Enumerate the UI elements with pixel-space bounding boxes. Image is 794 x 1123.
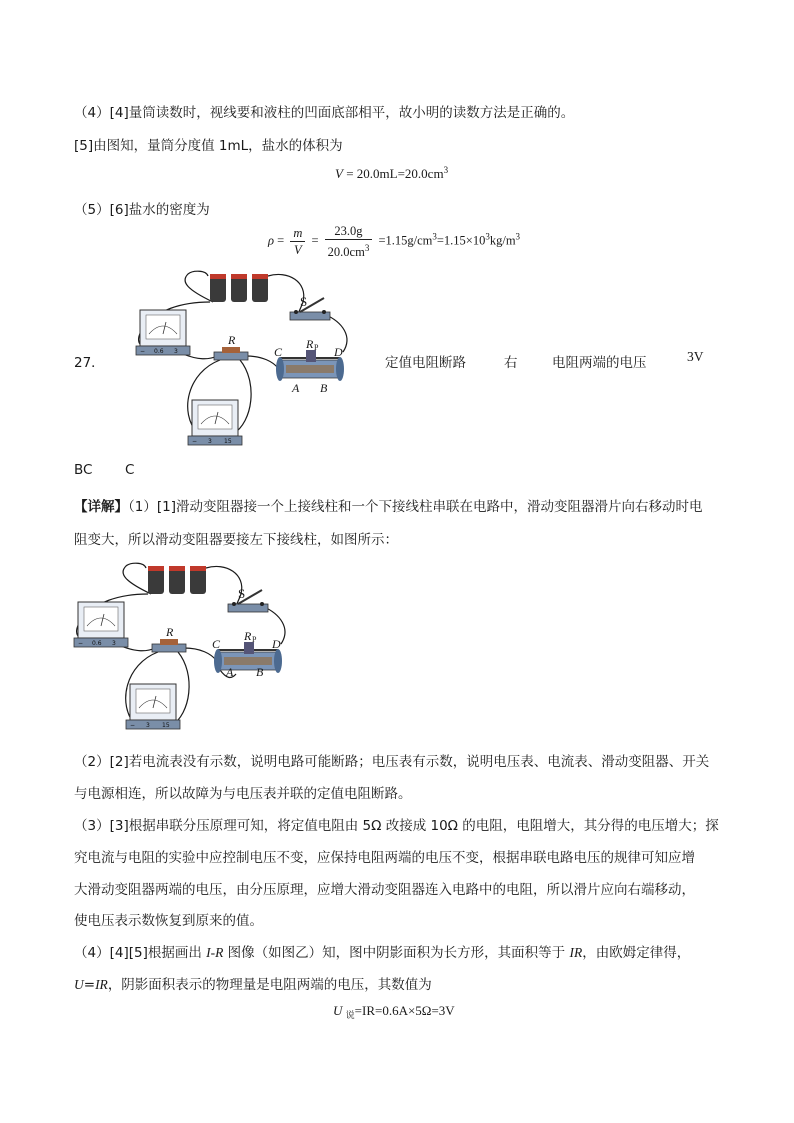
switch bbox=[290, 298, 330, 320]
ammeter-scale-3: 3 bbox=[174, 348, 178, 355]
p4-l2d: ，阴影面积表示的物理量是电阻两端的电压，其数值为 bbox=[107, 977, 432, 993]
rho-rest3: kg/m bbox=[489, 233, 516, 248]
final-u: U bbox=[333, 1003, 343, 1018]
wire bbox=[123, 563, 151, 594]
step5-line: [5]由图知，量筒分度值 1mL，盐水的体积为 bbox=[74, 138, 343, 154]
label-a: A bbox=[292, 381, 300, 395]
rheostat-label: R bbox=[244, 629, 252, 643]
step4-line: （4）[4]量筒读数时，视线要和液柱的凹面底部相平，故小明的读数方法是正确的。 bbox=[74, 105, 575, 121]
resistor-label: R bbox=[228, 333, 236, 347]
detail-p3-l4: 使电压表示数恢复到原来的值。 bbox=[74, 913, 263, 929]
rheostat-label-sub: P bbox=[314, 343, 319, 352]
label-c: C bbox=[212, 637, 221, 651]
formula-v-sup: 3 bbox=[443, 165, 449, 175]
voltmeter-scale-neg: − bbox=[130, 722, 136, 729]
p4-l2b: = bbox=[83, 977, 96, 993]
rho-symbol: ρ bbox=[268, 233, 274, 248]
q27-answer-4: 3V bbox=[687, 349, 704, 364]
label-d: D bbox=[334, 345, 343, 359]
ammeter-scale-3: 3 bbox=[112, 640, 116, 647]
q27-number: 27． bbox=[74, 355, 105, 371]
detail-p2-l1: （2）[2]若电流表没有示数，说明电路可能断路；电压表有示数，说明电压表、电流表、滑动变阻器、开关 bbox=[74, 754, 710, 770]
p4-l2c: IR bbox=[95, 977, 108, 992]
voltmeter-scale-15: 15 bbox=[162, 722, 170, 729]
circuit-diagram-2 bbox=[66, 554, 296, 744]
step6-line: （5）[6]盐水的密度为 bbox=[74, 202, 210, 218]
ammeter-scale-06: 0.6 bbox=[154, 348, 164, 355]
battery-pack bbox=[148, 566, 206, 594]
final-rest: =IR=0.6A×5Ω=3V bbox=[354, 1003, 455, 1018]
wire bbox=[185, 271, 213, 302]
ammeter-scale-06: 0.6 bbox=[92, 640, 102, 647]
p4-l1d: IR bbox=[569, 945, 583, 960]
detail-p1-l1: （1）[1]滑动变阻器接一个上接线柱和一个下接线柱串联在电路中，滑动变阻器滑片向右移动时电 bbox=[128, 499, 703, 515]
frac1-num: m bbox=[290, 226, 305, 242]
rho-eq1: = bbox=[277, 233, 285, 248]
rho-eq2: = bbox=[311, 233, 319, 248]
voltmeter-scale-15: 15 bbox=[224, 438, 232, 445]
q27-answer-1: 定值电阻断路 bbox=[385, 355, 466, 371]
p4-l1a: （4）[4][5]根据画出 bbox=[74, 945, 207, 961]
rho-rest2-sup: 3 bbox=[485, 231, 490, 242]
p4-l1c: 图像（如图乙）知，图中阴影面积为长方形，其面积等于 bbox=[223, 945, 570, 961]
label-b: B bbox=[320, 381, 328, 395]
voltmeter-scale-3: 3 bbox=[146, 722, 150, 729]
detail-p1-l2: 阻变大，所以滑动变阻器要接左下接线柱，如图所示： bbox=[74, 532, 398, 548]
final-formula bbox=[333, 1003, 455, 1021]
ammeter-scale-neg: − bbox=[140, 348, 146, 355]
detail-paragraph-1-line-1 bbox=[74, 495, 702, 515]
rho-rest1-sup: 3 bbox=[432, 231, 437, 242]
fixed-resistor bbox=[214, 347, 248, 360]
fraction-values bbox=[325, 224, 373, 259]
rheostat-label-sub: P bbox=[252, 635, 257, 644]
ammeter-scale-neg: − bbox=[78, 640, 84, 647]
formula-v-rhs: = 20.0mL=20.0cm bbox=[342, 166, 444, 181]
label-a: A bbox=[226, 665, 234, 679]
fixed-resistor bbox=[152, 639, 186, 652]
p4-l1b: I-R bbox=[206, 945, 224, 960]
detail-p4-l1 bbox=[74, 941, 690, 961]
frac2-den-sup: 3 bbox=[364, 243, 370, 253]
p4-l1e: ，由欧姆定律得， bbox=[582, 945, 691, 961]
rho-rest1: =1.15g/cm bbox=[378, 233, 433, 248]
q27-answer-6: C bbox=[125, 462, 135, 478]
switch-label: S bbox=[300, 294, 308, 309]
circuit-diagram-1 bbox=[128, 262, 358, 452]
wire bbox=[268, 274, 304, 317]
wire bbox=[206, 566, 242, 609]
detail-p2-l2: 与电源相连，所以故障为与电压表并联的定值电阻断路。 bbox=[74, 786, 412, 802]
detail-tag: 【详解】 bbox=[74, 499, 128, 515]
voltmeter-scale-3: 3 bbox=[208, 438, 212, 445]
q27-answer-2: 右 bbox=[504, 355, 518, 371]
frac1-den: V bbox=[294, 243, 302, 257]
detail-p3-l2: 究电流与电阻的实验中应控制电压不变，应保持电阻两端的电压不变，根据串联电路电压的规律可知应增 bbox=[74, 850, 695, 866]
frac2-den bbox=[325, 240, 373, 259]
p4-l2a: U bbox=[74, 977, 84, 992]
rho-rest3-sup: 3 bbox=[515, 231, 521, 242]
q27-answer-5: BC bbox=[74, 462, 93, 478]
frac2-num: 23.0g bbox=[325, 224, 373, 240]
detail-p3-l3: 大滑动变阻器两端的电压，由分压原理，应增大滑动变阻器连入电路中的电阻，所以滑片应向右端移动， bbox=[74, 882, 695, 898]
rheostat-label: R bbox=[306, 337, 314, 351]
resistor-label: R bbox=[166, 625, 174, 639]
label-d: D bbox=[272, 637, 281, 651]
rho-rest2: =1.15×10 bbox=[436, 233, 486, 248]
final-sub: 说 bbox=[345, 1010, 355, 1020]
switch bbox=[228, 590, 268, 612]
q27-answer-3: 电阻两端的电压 bbox=[552, 355, 647, 371]
frac2-den-text: 20.0cm bbox=[327, 245, 365, 259]
label-b: B bbox=[256, 665, 264, 679]
fraction-m-over-v bbox=[290, 226, 305, 257]
battery-pack bbox=[210, 274, 268, 302]
detail-p4-l2 bbox=[74, 973, 432, 993]
switch-label: S bbox=[238, 586, 246, 601]
formula-v-lhs: V bbox=[335, 166, 343, 181]
label-c: C bbox=[274, 345, 283, 359]
voltmeter-scale-neg: − bbox=[192, 438, 198, 445]
formula-density bbox=[268, 224, 520, 259]
formula-volume bbox=[335, 165, 448, 182]
detail-p3-l1: （3）[3]根据串联分压原理可知，将定值电阻由 5Ω 改接成 10Ω 的电阻，电阻增大，其分得的电压增大；探 bbox=[74, 818, 719, 834]
